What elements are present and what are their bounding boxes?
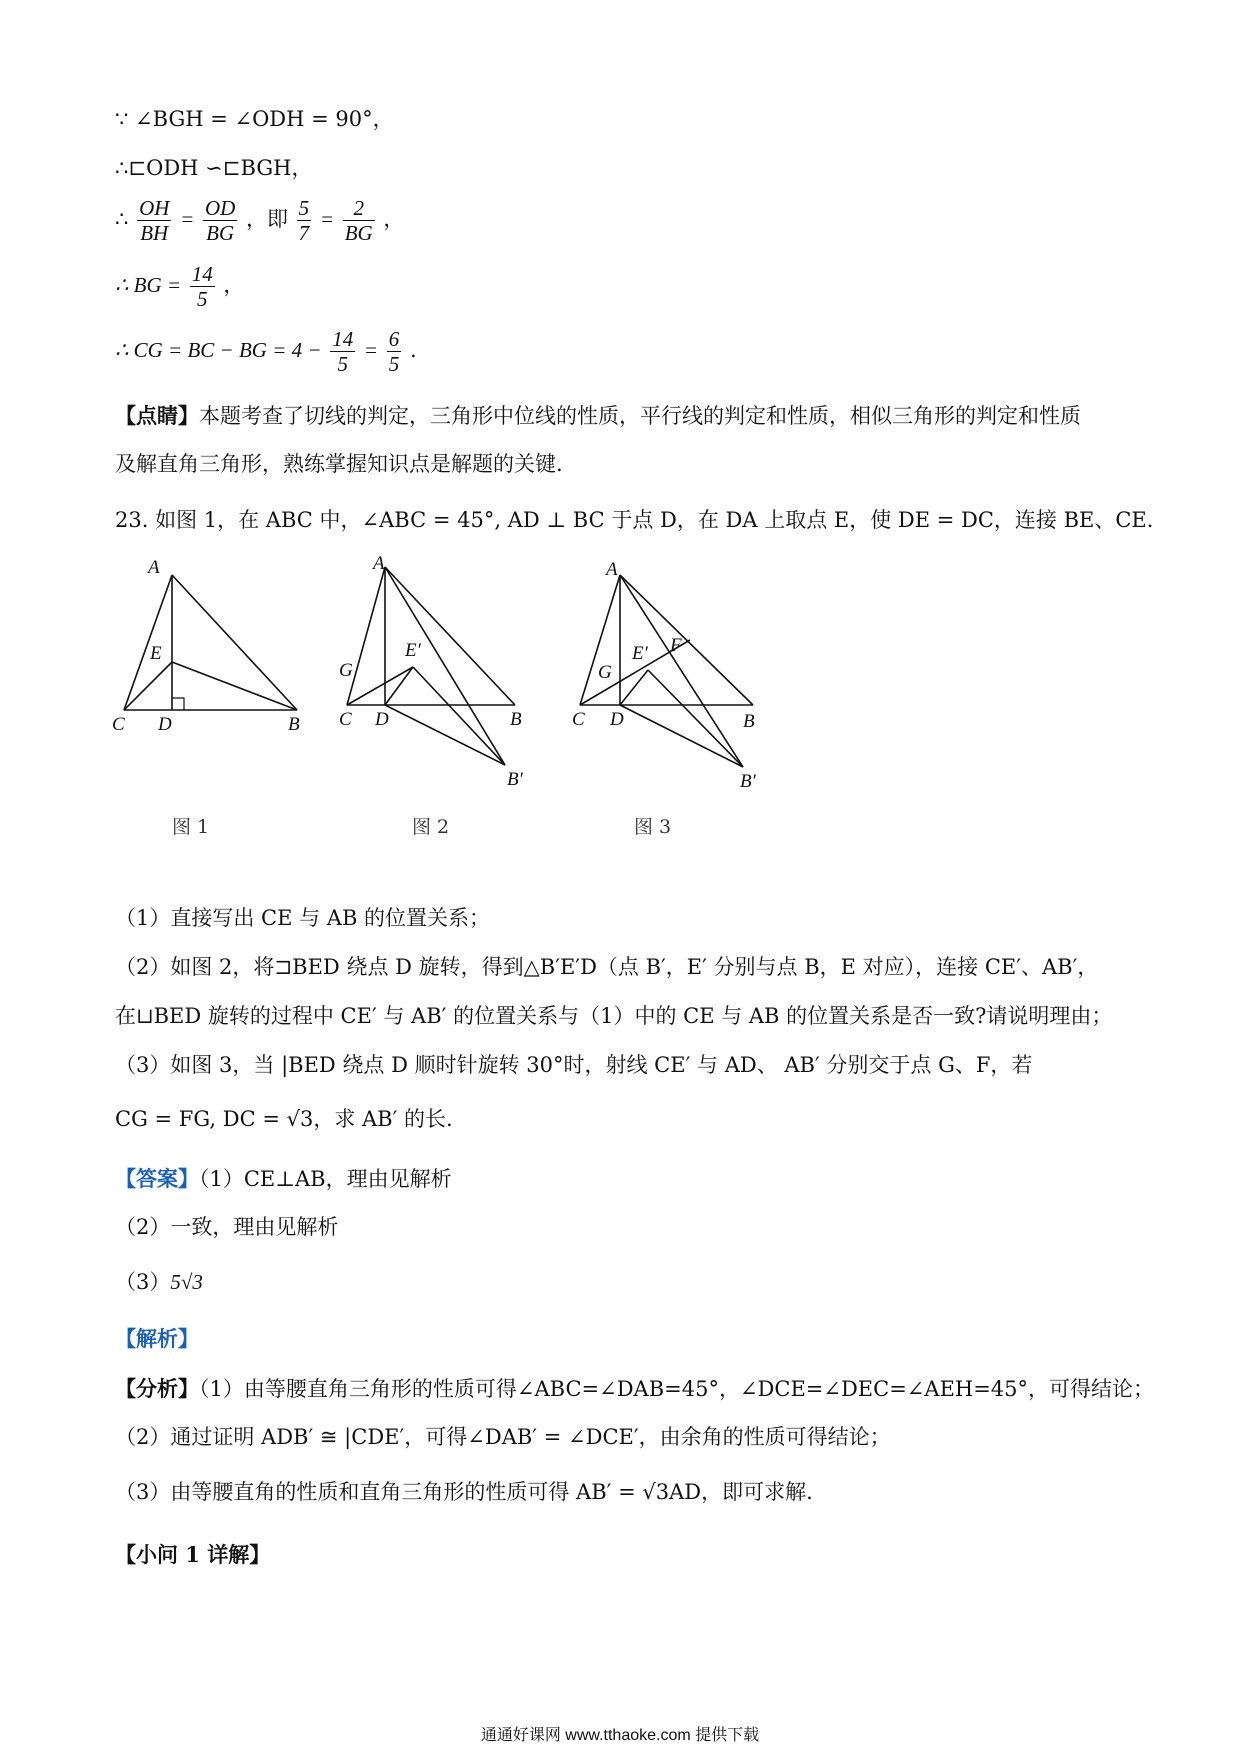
label-e-prime: E′ <box>405 640 421 661</box>
segment-db-prime <box>620 705 743 767</box>
proof-connector: ，即 <box>245 207 288 232</box>
answer-2: （2）一致，理由见解析 <box>115 1215 339 1239</box>
fraction-6-5: $\frac{6}{5}$ <box>388 327 400 377</box>
label-d: D <box>610 709 624 730</box>
proof-period: . <box>409 338 417 363</box>
comment-text-1: 本题考查了切线的判定，三角形中位线的性质，平行线的判定和性质，相似三角形的判定和性质 <box>199 404 1081 428</box>
fenxi-label: 【分析】 <box>115 1376 199 1401</box>
figure-1 <box>112 555 312 745</box>
analysis-label: 【解析】 <box>115 1326 199 1351</box>
fraction-5-7: $\frac{5}{7}$ <box>298 196 310 246</box>
answer-3-prefix: （3） <box>115 1270 171 1294</box>
label-e-prime: E′ <box>632 643 648 664</box>
caption-figure-2: 图 2 <box>412 816 450 838</box>
segment-de-prime <box>385 667 413 705</box>
analysis-line-1 <box>115 1376 1154 1402</box>
segment-ab <box>620 575 753 705</box>
label-a: A <box>606 559 618 580</box>
footer-source: 通通好课网 www.tthaoke.com 提供下载 <box>480 1727 760 1744</box>
segment-ab <box>385 567 515 705</box>
segment-ce-prime <box>347 667 413 705</box>
proof-line-4 <box>115 262 244 311</box>
answer-line-3 <box>115 1270 203 1295</box>
fraction-2-bg: $\frac{2}{BG}$ <box>344 196 373 246</box>
label-a: A <box>373 555 385 574</box>
label-g: G <box>339 660 353 681</box>
segment-ac <box>347 567 385 705</box>
label-c: C <box>339 709 352 730</box>
label-e: E <box>150 643 162 664</box>
comment-label: 【点睛】 <box>115 403 199 428</box>
fraction-14-5: $\frac{14}{5}$ <box>191 262 213 312</box>
proof-line-3: ∴ $\frac{OH}{BH}$ = $\frac{OD}{BG}$ ，即 $\frac{5}{7}$ = $\frac{2}{BG}$ ， <box>115 196 405 246</box>
right-angle-mark <box>172 698 184 710</box>
segment-ac <box>124 575 172 710</box>
proof-line-5: ∴ CG = BC − BG = 4 − $\frac{14}{5}$ = $\frac{6}{5}$ . <box>115 327 417 377</box>
question-3-line-1: （3）如图 3，当 |BED 绕点 D 顺时针旋转 30°时，射线 CE′ 与 AD、 AB′ 分别交于点 G、F，若 <box>115 1053 1033 1077</box>
figure-3 <box>568 555 778 795</box>
cg-equation: ∴ CG = BC − BG = 4 − <box>115 338 322 363</box>
question-1: （1）直接写出 CE 与 AB 的位置关系； <box>115 906 491 930</box>
proof-comma: ， <box>223 273 245 298</box>
comment-line-1 <box>115 403 1081 429</box>
detail-heading: 【小问 1 详解】 <box>115 1542 271 1567</box>
analysis-step-1: （1）由等腰直角三角形的性质可得∠ABC=∠DAB=45°，∠DCE=∠DEC=∠AEH=45°，可得结论； <box>199 1377 1155 1401</box>
problem-stem: 23. 如图 1，在 ABC 中，∠ABC = 45°, AD ⊥ BC 于点 D，在 DA 上取点 E，使 DE = DC，连接 BE、CE. <box>115 508 1154 532</box>
answer-label: 【答案】 <box>115 1166 199 1191</box>
question-2-line-1: （2）如图 2，将⊐BED 绕点 D 旋转，得到△B′E′D（点 B′，E′ 分别与点 B，E 对应），连接 CE′、AB′， <box>115 955 1099 979</box>
segment-e-prime-b-prime <box>648 670 743 767</box>
caption-figure-1: 图 1 <box>172 816 210 838</box>
label-c: C <box>112 714 125 735</box>
answer-line-1 <box>115 1166 452 1192</box>
question-2-line-2: 在⊔BED 旋转的过程中 CE′ 与 AB′ 的位置关系与（1）中的 CE 与 AB 的位置关系是否一致?请说明理由； <box>115 1004 1113 1028</box>
caption-figure-3: 图 3 <box>634 816 672 838</box>
segment-de-prime <box>620 670 648 705</box>
bg-equals: ∴ BG = <box>115 273 182 298</box>
fraction-14-5-b: $\frac{14}{5}$ <box>332 327 354 377</box>
label-c: C <box>572 709 585 730</box>
analysis-step-3: （3）由等腰直角的性质和直角三角形的性质可得 AB′ = √3AD，即可求解. <box>115 1480 813 1504</box>
label-d: D <box>158 714 172 735</box>
label-b: B <box>743 711 755 732</box>
answer-3-value: 5√3 <box>170 1270 203 1294</box>
comment-line-2: 及解直角三角形，熟练掌握知识点是解题的关键. <box>115 452 563 476</box>
label-g: G <box>598 662 612 683</box>
answer-1: （1）CE⊥AB，理由见解析 <box>199 1167 452 1191</box>
label-a: A <box>148 557 160 578</box>
figure-2 <box>335 555 545 795</box>
analysis-step-2: （2）通过证明 ADB′ ≅ |CDE′，可得∠DAB′ = ∠DCE′，由余角的性质可得结论； <box>115 1425 891 1449</box>
label-f: F <box>670 635 682 656</box>
label-d: D <box>375 709 389 730</box>
label-b: B <box>288 714 300 735</box>
fraction-oh-bh: $\frac{OH}{BH}$ <box>139 196 170 246</box>
label-b-prime: B′ <box>740 771 756 792</box>
label-b-prime: B′ <box>507 769 523 790</box>
segment-e-prime-b-prime <box>413 667 505 765</box>
segment-ce <box>124 662 172 710</box>
segment-eb <box>172 662 297 710</box>
proof-line-1: ∵ ∠BGH = ∠ODH = 90°， <box>115 107 394 131</box>
question-3-line-2: CG = FG, DC = √3，求 AB′ 的长. <box>115 1107 453 1131</box>
proof-comma: ， <box>383 207 405 232</box>
label-b: B <box>510 709 522 730</box>
therefore-symbol: ∴ <box>115 207 129 232</box>
proof-line-2: ∴⊏ODH ∽⊏BGH， <box>115 156 313 180</box>
fraction-od-bg: $\frac{OD}{BG}$ <box>204 196 236 246</box>
segment-ab <box>172 575 297 710</box>
